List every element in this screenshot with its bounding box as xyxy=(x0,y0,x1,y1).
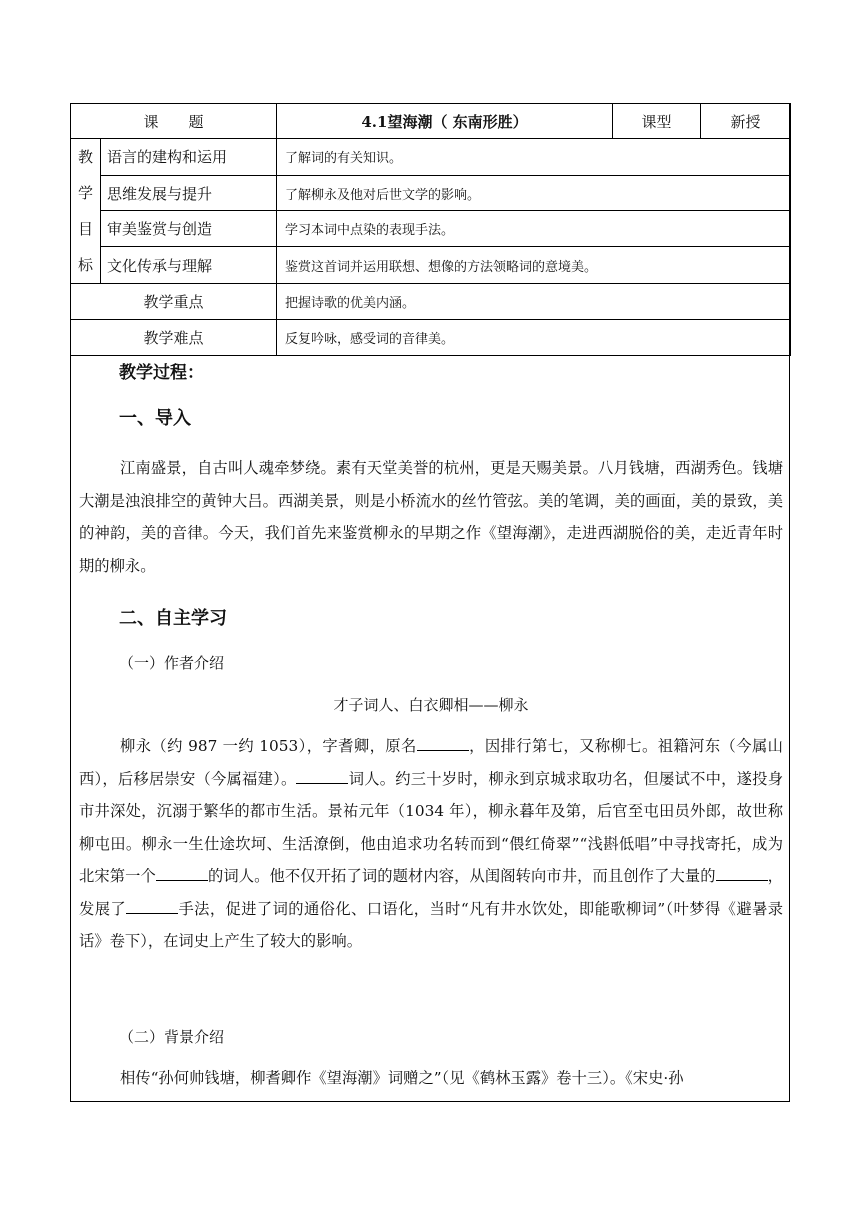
objective-row xyxy=(71,139,791,176)
fill-blank[interactable] xyxy=(156,866,208,881)
subsection-background: （二）背景介绍 xyxy=(119,1028,225,1046)
objectives-label-char: 标 xyxy=(77,256,93,274)
subsection-author: （一）作者介绍 xyxy=(119,654,225,672)
process-title: 教学过程： xyxy=(119,363,204,383)
fill-blank[interactable] xyxy=(126,899,178,914)
objective-row xyxy=(71,247,791,284)
author-text: 的词人。他不仅开拓了词的题材内容，从闺阁转向市井，而且创作了大量的 xyxy=(207,867,716,885)
topic-label: 课 题 xyxy=(71,104,277,139)
objectives-label-char: 目 xyxy=(77,220,93,238)
fill-blank[interactable] xyxy=(716,866,768,881)
objective-content: 了解柳永及他对后世文学的影响。 xyxy=(277,175,791,211)
objective-dimension: 文化传承与理解 xyxy=(101,247,277,284)
objective-dimension: 语言的建构和运用 xyxy=(101,139,277,176)
key-point-row xyxy=(71,284,791,320)
objective-dimension: 审美鉴赏与创造 xyxy=(101,211,277,247)
author-paragraph xyxy=(79,730,783,958)
section-title-intro: 一、导入 xyxy=(119,408,191,429)
lesson-plan-page xyxy=(70,103,790,1102)
objective-row xyxy=(71,175,791,211)
lesson-header-table xyxy=(70,103,791,356)
objective-content: 了解词的有关知识。 xyxy=(277,139,791,176)
author-text: ，因排行第七，又称柳七。祖籍河东（今属山西），后移居崇安（今属福建）。 xyxy=(79,737,783,788)
difficulty-row xyxy=(71,320,791,356)
author-text: 柳永（约 987 一约 1053），字耆卿，原名 xyxy=(120,737,417,755)
author-text: ，发展了 xyxy=(79,867,783,918)
objectives-label-char: 学 xyxy=(77,184,93,202)
objectives-label-char: 教 xyxy=(77,148,93,166)
objectives-label xyxy=(71,139,101,284)
key-point-label: 教学重点 xyxy=(71,284,277,320)
topic-value: 4.1望海潮（ 东南形胜） xyxy=(277,104,613,139)
difficulty-label: 教学难点 xyxy=(71,320,277,356)
author-text: 词人。约三十岁时，柳永到京城求取功名，但屡试不中，遂投身市井深处，沉溺于繁华的都市生活。景祐元年（1034 年），柳永暮年及第，后官至屯田员外郎，故世称柳屯田。柳永一生仕途坎坷、生活潦倒，他由追求功名转而到“偎红倚翠”“浅斟低唱”中寻找寄托，成为北宋第一个 xyxy=(79,769,783,885)
intro-paragraph: 江南盛景，自古叫人魂牵梦绕。素有天堂美誉的杭州，更是天赐美景。八月钱塘，西湖秀色。钱塘大潮是浊浪排空的黄钟大吕。西湖美景，则是小桥流水的丝竹管弦。美的笔调，美的画面，美的景致，美的神韵，美的音律。今天，我们首先来鉴赏柳永的早期之作《望海潮》，走进西湖脱俗的美，走近青年时期的柳永。 xyxy=(79,459,783,575)
key-point-value: 把握诗歌的优美内涵。 xyxy=(277,284,791,320)
topic-row xyxy=(71,104,791,139)
type-label: 课型 xyxy=(613,104,701,139)
background-paragraph: 相传“孙何帅钱塘，柳耆卿作《望海潮》词赠之”（见《鹤林玉露》卷十三）。《宋史·孙 xyxy=(120,1069,684,1087)
fill-blank[interactable] xyxy=(417,736,469,751)
type-value: 新授 xyxy=(701,104,791,139)
objective-dimension: 思维发展与提升 xyxy=(101,175,277,211)
difficulty-value: 反复吟咏，感受词的音律美。 xyxy=(277,320,791,356)
author-text: 手法，促进了词的通俗化、口语化，当时“凡有井水饮处，即能歌柳词”（叶梦得《避暑录话》卷下），在词史上产生了较大的影响。 xyxy=(79,899,783,950)
objective-row xyxy=(71,211,791,247)
author-heading: 才子词人、白衣卿相——柳永 xyxy=(333,696,529,714)
objective-content: 学习本词中点染的表现手法。 xyxy=(277,211,791,247)
section-title-self-study: 二、自主学习 xyxy=(119,608,227,629)
objective-content: 鉴赏这首词并运用联想、想像的方法领略词的意境美。 xyxy=(277,247,791,284)
fill-blank[interactable] xyxy=(296,769,348,784)
